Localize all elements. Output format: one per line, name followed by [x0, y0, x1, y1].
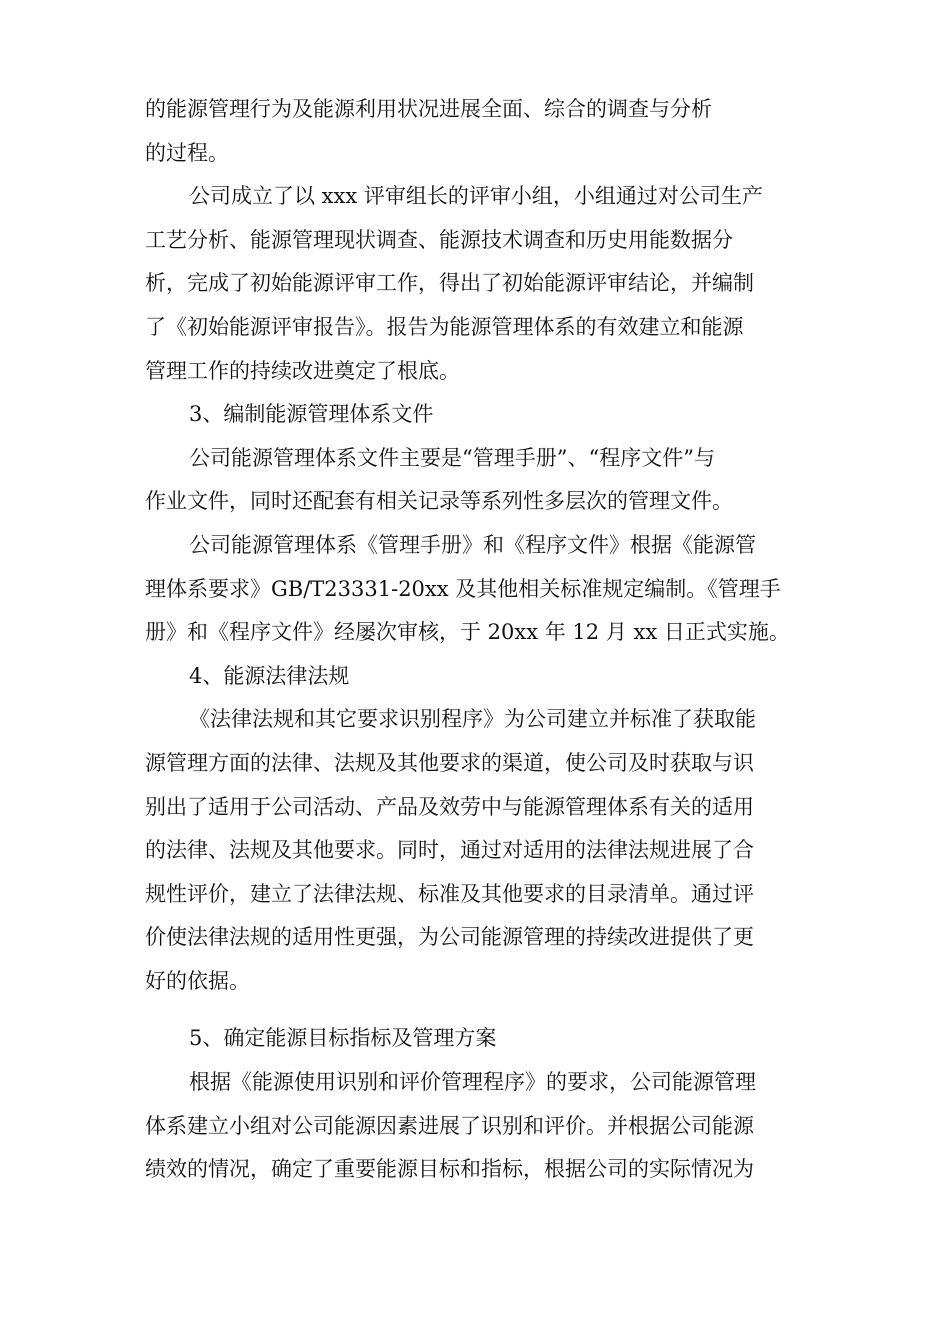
- text-line: 根据《能源使用识别和评价管理程序》的要求，公司能源管理: [189, 1070, 756, 1095]
- paragraph: [145, 698, 805, 1003]
- document-body: [145, 88, 805, 1192]
- text-line: 析，完成了初始能源评审工作，得出了初始能源评审结论，并编制: [145, 271, 754, 296]
- paragraph: [145, 1061, 805, 1192]
- heading-text: 5、确定能源目标指标及管理方案: [189, 1026, 497, 1051]
- text-line: 公司成立了以 xxx 评审组长的评审小组，小组通过对公司生产: [189, 184, 763, 209]
- text-line: 规性评价，建立了法律法规、标准及其他要求的目录清单。通过评: [145, 881, 754, 906]
- text-line: 的过程。: [145, 140, 229, 165]
- text-line: 理体系要求》GB/T23331-20xx 及其他相关标准规定编制。《管理手: [145, 576, 781, 601]
- text-line: 源管理方面的法律、法规及其他要求的渠道，使公司及时获取与识: [145, 750, 754, 775]
- text-line: 了《初始能源评审报告》。报告为能源管理体系的有效建立和能源: [145, 314, 744, 339]
- text-line: 公司能源管理体系文件主要是“管理手册”、“程序文件”与: [189, 445, 715, 470]
- paragraph: [145, 437, 805, 524]
- section-heading: [145, 1017, 805, 1061]
- text-line: 《法律法规和其它要求识别程序》为公司建立并标准了获取能: [189, 707, 756, 732]
- heading-text: 4、能源法律法规: [189, 663, 350, 688]
- text-line: 作业文件，同时还配套有相关记录等系列性多层次的管理文件。: [145, 489, 733, 514]
- text-line: 好的依据。: [145, 968, 250, 993]
- text-line: 工艺分析、能源管理现状调查、能源技术调查和历史用能数据分: [145, 227, 733, 252]
- text-line: 别出了适用于公司活动、产品及效劳中与能源管理体系有关的适用: [145, 794, 754, 819]
- text-line: 的法律、法规及其他要求。同时，通过对适用的法律法规进展了合: [145, 838, 754, 863]
- text-line: 的能源管理行为及能源利用状况进展全面、综合的调查与分析: [145, 97, 712, 121]
- text-line: 册》和《程序文件》经屡次审核，于 20xx 年 12 月 xx 日正式实施。: [145, 620, 790, 645]
- paragraph: [145, 524, 805, 655]
- text-line: 价使法律法规的适用性更强，为公司能源管理的持续改进提供了更: [145, 925, 754, 950]
- paragraph: [145, 175, 805, 393]
- paragraph: [145, 88, 805, 175]
- heading-text: 3、编制能源管理体系文件: [189, 402, 434, 427]
- spacer: [145, 1003, 805, 1017]
- text-line: 公司能源管理体系《管理手册》和《程序文件》根据《能源管: [189, 532, 756, 557]
- section-heading: [145, 393, 805, 437]
- text-line: 绩效的情况，确定了重要能源目标和指标，根据公司的实际情况为: [145, 1157, 754, 1182]
- section-heading: [145, 655, 805, 699]
- text-line: 管理工作的持续改进奠定了根底。: [145, 358, 460, 383]
- text-line: 体系建立小组对公司能源因素进展了识别和评价。并根据公司能源: [145, 1113, 754, 1138]
